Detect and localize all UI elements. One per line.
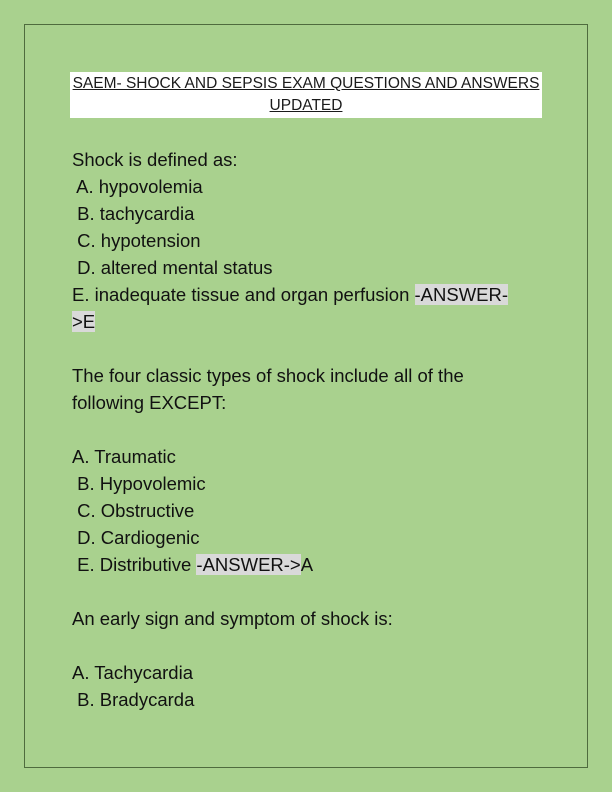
option: D. Cardiogenic <box>72 527 200 548</box>
answer-highlight: >E <box>72 311 96 332</box>
option: A. hypovolemia <box>72 176 203 197</box>
option: A. Traumatic <box>72 446 176 467</box>
option-with-answer <box>72 281 552 308</box>
option: D. altered mental status <box>72 257 273 278</box>
option: C. hypotension <box>72 230 201 251</box>
answer-highlight: -ANSWER-> <box>196 554 301 575</box>
option: E. Distributive <box>72 554 197 575</box>
answer-highlight: -ANSWER- <box>414 284 509 305</box>
question-3 <box>72 605 552 713</box>
question-1 <box>72 146 552 335</box>
question-stem: following EXCEPT: <box>72 392 227 413</box>
option: B. Bradycarda <box>72 689 195 710</box>
question-2 <box>72 362 552 578</box>
title-line-2: UPDATED <box>269 97 343 114</box>
option: B. Hypovolemic <box>72 473 206 494</box>
option: E. inadequate tissue and organ perfusion <box>72 284 415 305</box>
option: B. tachycardia <box>72 203 195 224</box>
option: A. Tachycardia <box>72 662 193 683</box>
answer-value: A <box>300 554 314 575</box>
answer-continuation <box>72 308 552 335</box>
title-line-1: SAEM- SHOCK AND SEPSIS EXAM QUESTIONS AND ANSWERS <box>72 75 540 92</box>
question-stem: An early sign and symptom of shock is: <box>72 608 393 629</box>
document-body <box>72 146 552 713</box>
question-stem: The four classic types of shock include all of the <box>72 365 464 386</box>
option: C. Obstructive <box>72 500 195 521</box>
question-stem: Shock is defined as: <box>72 149 238 170</box>
document-title <box>70 72 542 118</box>
option-with-answer <box>72 551 552 578</box>
